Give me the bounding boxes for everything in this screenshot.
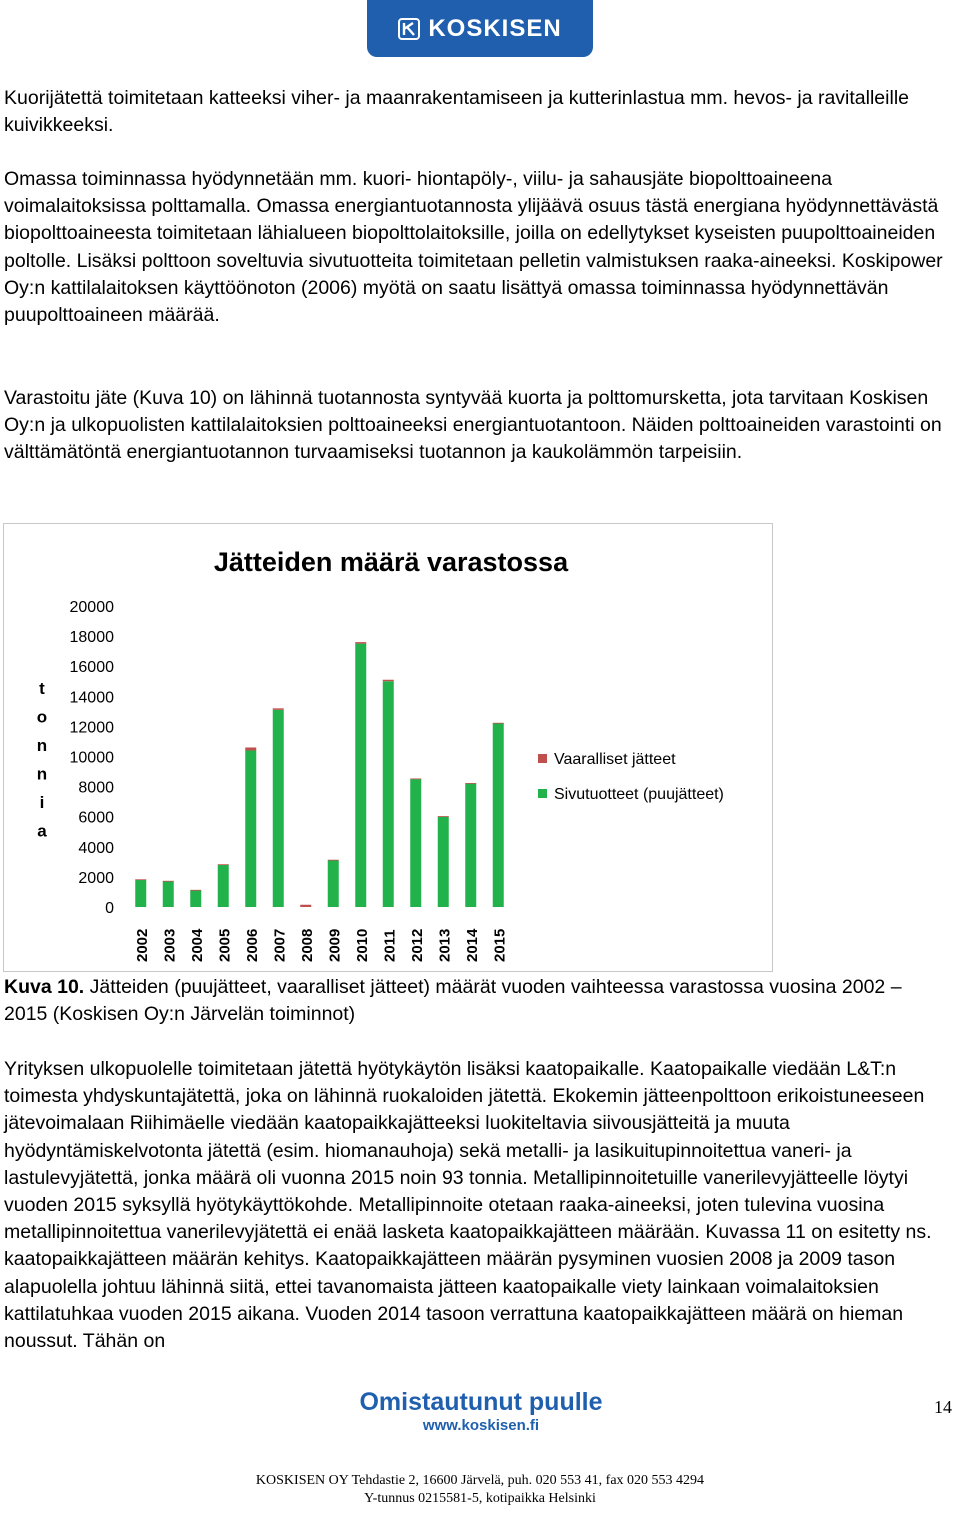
bar-byproducts-2013 <box>438 817 449 907</box>
footer-business-id: Y-tunnus 0215581-5, kotipaikka Helsinki <box>364 1491 596 1506</box>
page-number: 14 <box>934 1397 952 1417</box>
bar-byproducts-2015 <box>493 723 504 907</box>
x-tick-label: 2008 <box>298 928 316 962</box>
x-tick-label: 2015 <box>491 928 509 962</box>
y-tick-label: 2000 <box>78 869 114 887</box>
page-footer <box>0 1472 960 1508</box>
caption-text: Jätteiden (puujätteet, vaaralliset jätteet) määrät vuoden vaihteessa varastossa vuosina 2002 – 2015 (Koskisen Oy:n Järvelän toiminnot) <box>4 976 902 1026</box>
x-tick-label: 2010 <box>353 928 371 962</box>
paragraph-bark-waste: Kuorijätettä toimitetaan katteeksi viher- ja maanrakentamiseen ja kutterinlastua mm. hevos- ja ravitalleille kuivikkeeksi. <box>4 87 909 137</box>
y-axis-label-letter: o <box>36 707 48 727</box>
bar-hazardous-2008 <box>300 905 311 907</box>
koskisen-logo-icon <box>398 18 420 40</box>
bar-hazardous-2005 <box>218 864 229 865</box>
bar-hazardous-2007 <box>273 708 284 710</box>
y-axis-label-letter: i <box>39 793 45 812</box>
y-axis-label-letter: n <box>36 764 48 784</box>
x-tick-label: 2011 <box>381 929 399 962</box>
y-axis-label-letter: a <box>37 821 47 841</box>
bar-hazardous-2003 <box>163 881 174 882</box>
y-tick-label: 14000 <box>69 689 114 707</box>
bar-hazardous-2004 <box>190 890 201 891</box>
bar-hazardous-2010 <box>355 642 366 644</box>
x-tick-label: 2003 <box>161 928 179 962</box>
logo-text: KOSKISEN <box>428 14 562 42</box>
chart-title: Jätteiden määrä varastossa <box>213 547 569 577</box>
y-tick-label: 8000 <box>78 779 114 797</box>
x-tick-label: 2006 <box>243 928 261 962</box>
company-logo <box>367 0 593 57</box>
x-tick-label: 2013 <box>436 928 454 962</box>
y-tick-label: 10000 <box>69 749 114 767</box>
slogan-block <box>338 1388 624 1434</box>
y-tick-label: 12000 <box>69 719 114 737</box>
bar-byproducts-2009 <box>328 860 339 907</box>
footer-address: KOSKISEN OY Tehdastie 2, 16600 Järvelä, puh. 020 553 41, fax 020 553 4294 <box>255 1473 705 1488</box>
y-tick-label: 6000 <box>78 809 114 827</box>
bar-byproducts-2003 <box>163 881 174 907</box>
bar-hazardous-2009 <box>328 860 339 861</box>
bar-byproducts-2007 <box>273 710 284 907</box>
bar-byproducts-2006 <box>245 750 256 907</box>
legend-label: Sivutuotteet (puujätteet) <box>554 786 724 803</box>
y-axis-ticks <box>70 599 115 917</box>
paragraph-own-use: Omassa toiminnassa hyödynnetään mm. kuori- hiontapöly-, viilu- ja sahausjäte biopolttoaineena voimalaitoksissa polttamalla. Omassa energiantuotannosta ylijäävä osuus tästä energiana hyödynnettävästä biopolttoaineesta toimitetaan lähialueen biopolttolaitoksille, joilla on edellytykset kyseisten puupolttoaineiden poltolle. Lisäksi polttoon soveltuvia sivutuotteita toimitetaan pelletin valmistuksen raaka-aineeksi. Koskipower Oy:n kattilalaitoksen käyttöönoton (2006) myötä on saatu lisättyä omassa toiminnassa hyödynnettävän puupolttoaineen määrää. <box>4 168 943 327</box>
y-axis-label <box>37 679 47 841</box>
bar-byproducts-2010 <box>355 644 366 907</box>
bar-hazardous-2012 <box>410 778 421 779</box>
bar-hazardous-2006 <box>245 747 256 750</box>
bar-byproducts-2004 <box>190 890 201 907</box>
paragraph-stored-waste: Varastoitu jäte (Kuva 10) on lähinnä tuotannosta syntyvää kuorta ja polttomursketta, jota tarvitaan Koskisen Oy:n ja ulkopuolisten kattilalaitoksien polttoaineeksi energiantuotantoon. Näiden polttoaineiden varastointi on välttämätöntä energiantuotannon turvaamiseksi tuotannon ja kaukolämmön tarpeisiin. <box>4 387 942 464</box>
bar-byproducts-2012 <box>410 779 421 907</box>
x-axis-ticks <box>134 928 509 962</box>
x-tick-label: 2002 <box>133 928 151 962</box>
y-axis-label-letter: n <box>36 736 48 755</box>
x-tick-label: 2009 <box>326 928 344 962</box>
bar-byproducts-2002 <box>135 880 146 907</box>
caption-label: Kuva 10. <box>4 976 85 998</box>
legend-label: Vaaralliset jätteet <box>554 751 676 768</box>
x-tick-label: 2004 <box>188 928 206 962</box>
y-axis-label-letter: t <box>39 679 45 698</box>
bar-hazardous-2011 <box>383 680 394 682</box>
paragraph-landfill: Yrityksen ulkopuolelle toimitetaan jätettä hyötykäytön lisäksi kaatopaikalle. Kaatopaikalle viedään L&T:n toimesta yhdyskuntajätettä, joka on lähinnä ruokaloiden jätettä. Ekokemin jätteenpolttoon erikoistuneeseen jätevoimalaan Riihimäelle viedään kaatopaikkajätteeksi luokiteltavia siivousjätteitä ja muuta hyödyntämiskelvotonta jätettä (esim. hiomanauhoja) sekä metalli- ja lasikuitupinnoitettua vaneri- ja lastulevyjätettä, jonka määrä oli vuonna 2015 noin 93 tonnia. Metallipinnoitetuille vanerilevyjätteelle löytyi vuoden 2015 syksyllä hyötykäyttökohde. Metallipinnoite otetaan raaka-aineeksi, joten tulevina vuosina metallipinnoitettua vanerilevyjätettä ei enää lasketa kaatopaikkajätteen määrään. Kuvassa 11 on esitetty ns. kaatopaikkajätteen määrän kehitys. Kaatopaikkajätteen määrän pysyminen vuosien 2008 ja 2009 tason alapuolella johtuu lähinnä siitä, ettei tavanomaista jätteen kaatopaikalle viety lainkaan voimalaitoksien kattilatuhkaa vuoden 2015 aikana. Vuoden 2014 tasoon verrattuna kaatopaikkajätteen määrä on hieman noussut. Tähän on <box>4 1058 932 1353</box>
bars <box>135 642 504 907</box>
x-tick-label: 2012 <box>408 928 426 962</box>
bar-byproducts-2005 <box>218 865 229 907</box>
y-tick-label: 20000 <box>69 599 114 616</box>
bar-hazardous-2013 <box>438 816 449 817</box>
legend-swatch <box>538 789 547 798</box>
x-tick-label: 2014 <box>463 928 481 962</box>
bar-hazardous-2002 <box>135 879 146 880</box>
y-tick-label: 0 <box>105 900 114 917</box>
chart-legend <box>538 751 724 803</box>
x-tick-label: 2007 <box>271 928 289 962</box>
x-tick-label: 2005 <box>216 928 234 962</box>
y-tick-label: 16000 <box>69 659 114 677</box>
bar-hazardous-2014 <box>465 783 476 784</box>
legend-swatch <box>538 754 547 763</box>
slogan-text: Omistautunut puulle <box>359 1388 603 1416</box>
bar-byproducts-2014 <box>465 784 476 907</box>
waste-storage-chart <box>3 523 773 972</box>
y-tick-label: 18000 <box>69 629 114 647</box>
website-url: www.koskisen.fi <box>422 1417 540 1434</box>
figure-caption <box>4 974 944 1028</box>
bar-byproducts-2011 <box>383 681 394 907</box>
y-tick-label: 4000 <box>78 839 114 857</box>
chart-canvas <box>4 524 772 971</box>
bar-hazardous-2015 <box>493 723 504 724</box>
